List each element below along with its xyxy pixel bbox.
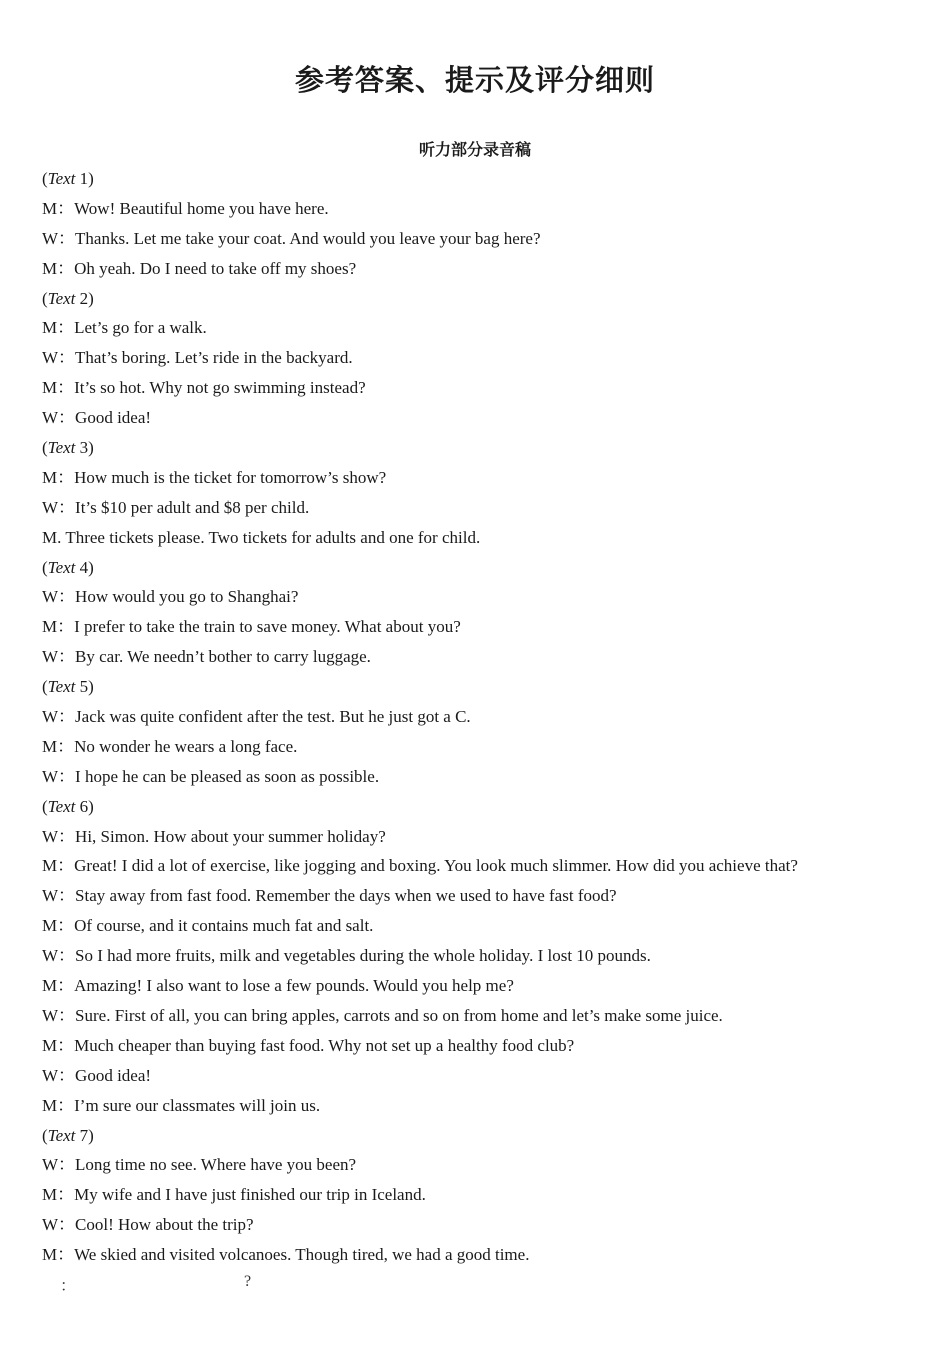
speaker-label: M <box>42 1095 58 1115</box>
speaker-label: W <box>42 1065 59 1085</box>
speaker-separator: ： <box>57 976 75 996</box>
dialogue-line <box>42 493 942 523</box>
dialogue-text: Wow! Beautiful home you have here. <box>74 198 329 218</box>
speaker-separator: ： <box>57 1035 75 1055</box>
label-word: Text <box>47 796 76 816</box>
cutoff-fragment: ： <box>60 1278 77 1295</box>
speaker-separator: ： <box>58 647 76 667</box>
label-open-paren: ( <box>42 438 48 458</box>
cutoff-fragment: ? <box>244 1273 252 1290</box>
speaker-label: W <box>42 707 59 727</box>
dialogue-line <box>42 403 942 433</box>
dialogue-line <box>42 642 942 672</box>
dialogue-text: It’s so hot. Why not go swimming instead? <box>74 378 366 398</box>
dialogue-line <box>42 1061 942 1091</box>
speaker-separator: ： <box>58 1065 76 1085</box>
label-word: Text <box>47 288 76 308</box>
dialogue-line <box>42 1150 942 1180</box>
dialogue-line <box>42 702 942 732</box>
text-section-label <box>42 672 942 702</box>
speaker-label: W <box>42 826 59 846</box>
speaker-separator: ： <box>57 1245 75 1265</box>
dialogue-line <box>42 851 942 881</box>
dialogue-line <box>42 582 942 612</box>
speaker-separator: ： <box>57 856 75 876</box>
label-word: Text <box>47 438 76 458</box>
speaker-label: M <box>42 736 58 756</box>
label-word: Text <box>47 1125 76 1145</box>
dialogue-line <box>42 971 942 1001</box>
dialogue-text: How would you go to Shanghai? <box>75 587 299 607</box>
label-open-paren: ( <box>42 1125 48 1145</box>
dialogue-line <box>42 1240 942 1270</box>
speaker-label: W <box>42 647 59 667</box>
dialogue-line <box>42 911 942 941</box>
label-word: Text <box>47 677 76 697</box>
speaker-separator: ： <box>58 1005 76 1025</box>
cutoff-line <box>42 1273 342 1297</box>
dialogue-text: How much is the ticket for tomorrow’s show? <box>74 467 387 487</box>
dialogue-text: No wonder he wears a long face. <box>74 736 298 756</box>
speaker-separator: ： <box>57 736 75 756</box>
speaker-separator: ： <box>57 617 75 637</box>
speaker-label: W <box>42 886 59 906</box>
speaker-label: W <box>42 497 59 517</box>
dialogue-line <box>42 194 942 224</box>
label-number: 6) <box>75 796 94 816</box>
speaker-separator: ： <box>57 198 75 218</box>
dialogue-line <box>42 1210 942 1240</box>
speaker-separator: ： <box>57 1095 75 1115</box>
speaker-separator: ： <box>58 408 76 428</box>
dialogue-line <box>42 224 942 254</box>
text-section-label <box>42 1121 942 1151</box>
dialogue-text: Thanks. Let me take your coat. And would you leave your bag here? <box>75 228 541 248</box>
speaker-label: M <box>42 378 58 398</box>
speaker-separator: ： <box>58 886 76 906</box>
speaker-separator: ： <box>58 826 76 846</box>
text-section-label <box>42 792 942 822</box>
dialogue-text: I’m sure our classmates will join us. <box>74 1095 321 1115</box>
speaker-label: W <box>42 946 59 966</box>
section-heading: 听力部分录音稿 <box>418 140 531 159</box>
speaker-separator: ： <box>58 707 76 727</box>
text-section-label <box>42 553 942 583</box>
speaker-separator: ： <box>58 946 76 966</box>
speaker-label: W <box>42 1215 59 1235</box>
speaker-label: W <box>42 408 59 428</box>
dialogue-text: By car. We needn’t bother to carry luggage. <box>75 647 371 667</box>
speaker-separator: ： <box>58 348 76 368</box>
dialogue-line <box>42 1180 942 1210</box>
dialogue-text: I prefer to take the train to save money. What about you? <box>74 617 461 637</box>
dialogue-text: Stay away from fast food. Remember the days when we used to have fast food? <box>75 886 617 906</box>
dialogue-text: Sure. First of all, you can bring apples, carrots and so on from home and let’s make some juice. <box>75 1005 723 1025</box>
dialogue-text: Good idea! <box>75 408 152 428</box>
speaker-label: M <box>42 856 58 876</box>
label-open-paren: ( <box>42 557 48 577</box>
speaker-label: M <box>42 1245 58 1265</box>
speaker-separator: ： <box>57 378 75 398</box>
label-word: Text <box>47 557 76 577</box>
text-section-label <box>42 433 942 463</box>
speaker-label: M <box>42 976 58 996</box>
speaker-separator: ： <box>58 1215 76 1235</box>
speaker-separator: ： <box>58 1155 76 1175</box>
speaker-label: W <box>42 228 59 248</box>
speaker-separator: ： <box>58 497 76 517</box>
speaker-separator: ： <box>58 228 76 248</box>
speaker-label: M <box>42 258 58 278</box>
speaker-label: M <box>42 916 58 936</box>
dialogue-text: My wife and I have just finished our trip in Iceland. <box>74 1185 426 1205</box>
transcript <box>42 164 942 1270</box>
dialogue-text: That’s boring. Let’s ride in the backyard. <box>75 348 353 368</box>
dialogue-line <box>42 463 942 493</box>
speaker-separator: ： <box>57 258 75 278</box>
dialogue-text: Of course, and it contains much fat and salt. <box>74 916 374 936</box>
dialogue-text: Cool! How about the trip? <box>75 1215 254 1235</box>
dialogue-text: Much cheaper than buying fast food. Why not set up a healthy food club? <box>74 1035 575 1055</box>
label-number: 7) <box>75 1125 94 1145</box>
speaker-label: M <box>42 1185 58 1205</box>
dialogue-text: It’s $10 per adult and $8 per child. <box>75 497 310 517</box>
dialogue-text: We skied and visited volcanoes. Though tired, we had a good time. <box>74 1245 530 1265</box>
dialogue-line <box>42 373 942 403</box>
dialogue-text: Long time no see. Where have you been? <box>75 1155 357 1175</box>
page-title: 参考答案、提示及评分细则 <box>294 63 655 97</box>
dialogue-line <box>42 254 942 284</box>
dialogue-text: Let’s go for a walk. <box>74 318 207 338</box>
speaker-separator: ： <box>57 467 75 487</box>
speaker-label: W <box>42 766 59 786</box>
speaker-separator: . <box>57 527 66 547</box>
label-open-paren: ( <box>42 677 48 697</box>
text-section-label <box>42 164 942 194</box>
dialogue-line <box>42 762 942 792</box>
dialogue-text: Three tickets please. Two tickets for adults and one for child. <box>65 527 481 547</box>
dialogue-line <box>42 881 942 911</box>
label-number: 1) <box>75 169 94 188</box>
speaker-label: W <box>42 1155 59 1175</box>
dialogue-line <box>42 822 942 852</box>
dialogue-line <box>42 941 942 971</box>
dialogue-line <box>42 612 942 642</box>
speaker-label: W <box>42 348 59 368</box>
dialogue-text: Amazing! I also want to lose a few pounds. Would you help me? <box>74 976 514 996</box>
dialogue-text: Oh yeah. Do I need to take off my shoes? <box>74 258 357 278</box>
speaker-separator: ： <box>57 1185 75 1205</box>
label-word: Text <box>47 169 76 188</box>
speaker-label: M <box>42 527 58 547</box>
dialogue-line <box>42 732 942 762</box>
dialogue-text: Great! I did a lot of exercise, like jogging and boxing. You look much slimmer. How did you achieve that? <box>74 856 798 876</box>
speaker-separator: ： <box>58 766 76 786</box>
dialogue-text: Hi, Simon. How about your summer holiday? <box>75 826 386 846</box>
dialogue-text: I hope he can be pleased as soon as possible. <box>75 766 380 786</box>
label-number: 2) <box>75 288 94 308</box>
label-open-paren: ( <box>42 169 48 188</box>
speaker-separator: ： <box>57 318 75 338</box>
dialogue-line <box>42 1031 942 1061</box>
dialogue-line <box>42 1091 942 1121</box>
label-open-paren: ( <box>42 796 48 816</box>
speaker-label: M <box>42 198 58 218</box>
dialogue-line <box>42 313 942 343</box>
speaker-label: M <box>42 1035 58 1055</box>
speaker-label: M <box>42 318 58 338</box>
dialogue-text: So I had more fruits, milk and vegetables during the whole holiday. I lost 10 pounds. <box>75 946 651 966</box>
label-open-paren: ( <box>42 288 48 308</box>
dialogue-text: Good idea! <box>75 1065 152 1085</box>
label-number: 5) <box>75 677 94 697</box>
speaker-label: M <box>42 617 58 637</box>
speaker-separator: ： <box>58 587 76 607</box>
label-number: 3) <box>75 438 94 458</box>
dialogue-line <box>42 523 942 553</box>
label-number: 4) <box>75 557 94 577</box>
dialogue-text: Jack was quite confident after the test. But he just got a C. <box>75 707 471 727</box>
text-section-label <box>42 284 942 314</box>
speaker-label: W <box>42 1005 59 1025</box>
speaker-label: W <box>42 587 59 607</box>
dialogue-line <box>42 343 942 373</box>
speaker-separator: ： <box>57 916 75 936</box>
speaker-label: M <box>42 467 58 487</box>
dialogue-line <box>42 1001 942 1031</box>
